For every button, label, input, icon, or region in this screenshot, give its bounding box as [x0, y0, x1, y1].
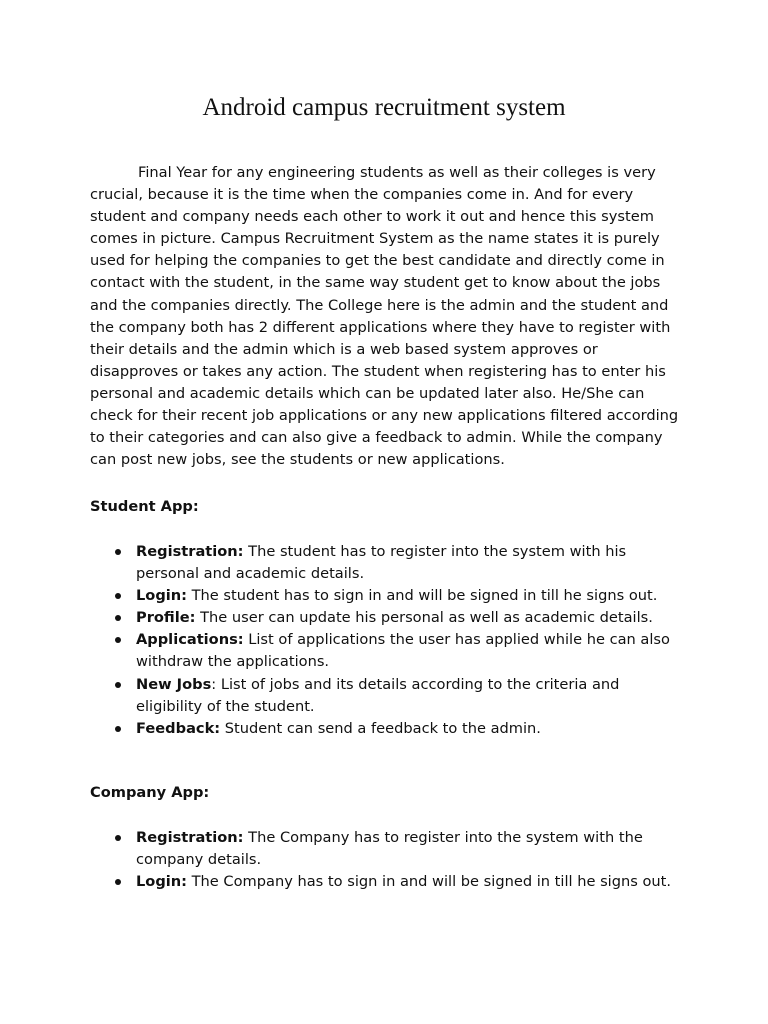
- student-app-heading: Student App:: [90, 498, 199, 515]
- bullet-icon: [115, 726, 121, 732]
- bullet-icon: [115, 549, 121, 555]
- list-item: [136, 629, 676, 673]
- bullet-icon: [115, 615, 121, 621]
- company-app-heading: Company App:: [90, 784, 210, 801]
- student-app-list: [136, 541, 676, 740]
- item-term: Registration:: [136, 829, 244, 846]
- item-term: Login:: [136, 873, 187, 891]
- document-title: Android campus recruitment system: [202, 94, 566, 121]
- intro-paragraph: Final Year for any engineering students as well as their colleges is very crucial, because it is the time when the companies come in. And for every student and company needs each other to work it out and hence this system comes in picture. Campus Recruitment System as the name states it is purely used for helping the companies to get the best candidate and directly come in contact with the student, in the same way student get to know about the jobs and the companies directly. The College here is the admin and the student and the company both has 2 different applications where they have to register with their details and the admin which is a web based system approves or disapproves or takes any action. The student when registering has to enter his personal and academic details which can be updated later also. He/She can check for their recent job applications or any new applications filtered according to their categories and can also give a feedback to admin. While the company can post new jobs, see the students or new applications.: [90, 164, 679, 469]
- list-item: [136, 718, 676, 740]
- bullet-icon: [115, 682, 121, 688]
- item-text: The student has to sign in and will be signed in till he signs out.: [187, 587, 658, 605]
- item-term: Feedback:: [136, 719, 221, 737]
- list-item: [136, 585, 676, 607]
- item-term: New Jobs: [136, 675, 212, 693]
- list-item: [136, 871, 676, 893]
- list-item: [136, 827, 676, 871]
- item-term: Login:: [136, 587, 187, 605]
- bullet-icon: [115, 593, 121, 599]
- bullet-icon: [115, 637, 121, 643]
- item-text: List of applications the user has applied while he can also withdraw the applications.: [136, 631, 670, 671]
- item-text: The user can update his personal as well as academic details.: [195, 609, 653, 627]
- list-item: [136, 674, 676, 718]
- company-app-list: [136, 827, 676, 893]
- item-text: Student can send a feedback to the admin.: [220, 719, 541, 737]
- item-term: Registration:: [136, 543, 244, 560]
- list-item: [136, 541, 676, 585]
- bullet-icon: [115, 835, 121, 841]
- item-text: : List of jobs and its details according to the criteria and eligibility of the student.: [136, 675, 620, 715]
- item-term: Applications:: [136, 631, 244, 649]
- list-item: [136, 607, 676, 629]
- item-term: Profile:: [136, 609, 196, 627]
- bullet-icon: [115, 879, 121, 885]
- item-text: The Company has to register into the system with the company details.: [136, 829, 643, 869]
- item-text: The Company has to sign in and will be signed in till he signs out.: [187, 873, 672, 891]
- item-text: The student has to register into the system with his personal and academic details.: [136, 543, 627, 583]
